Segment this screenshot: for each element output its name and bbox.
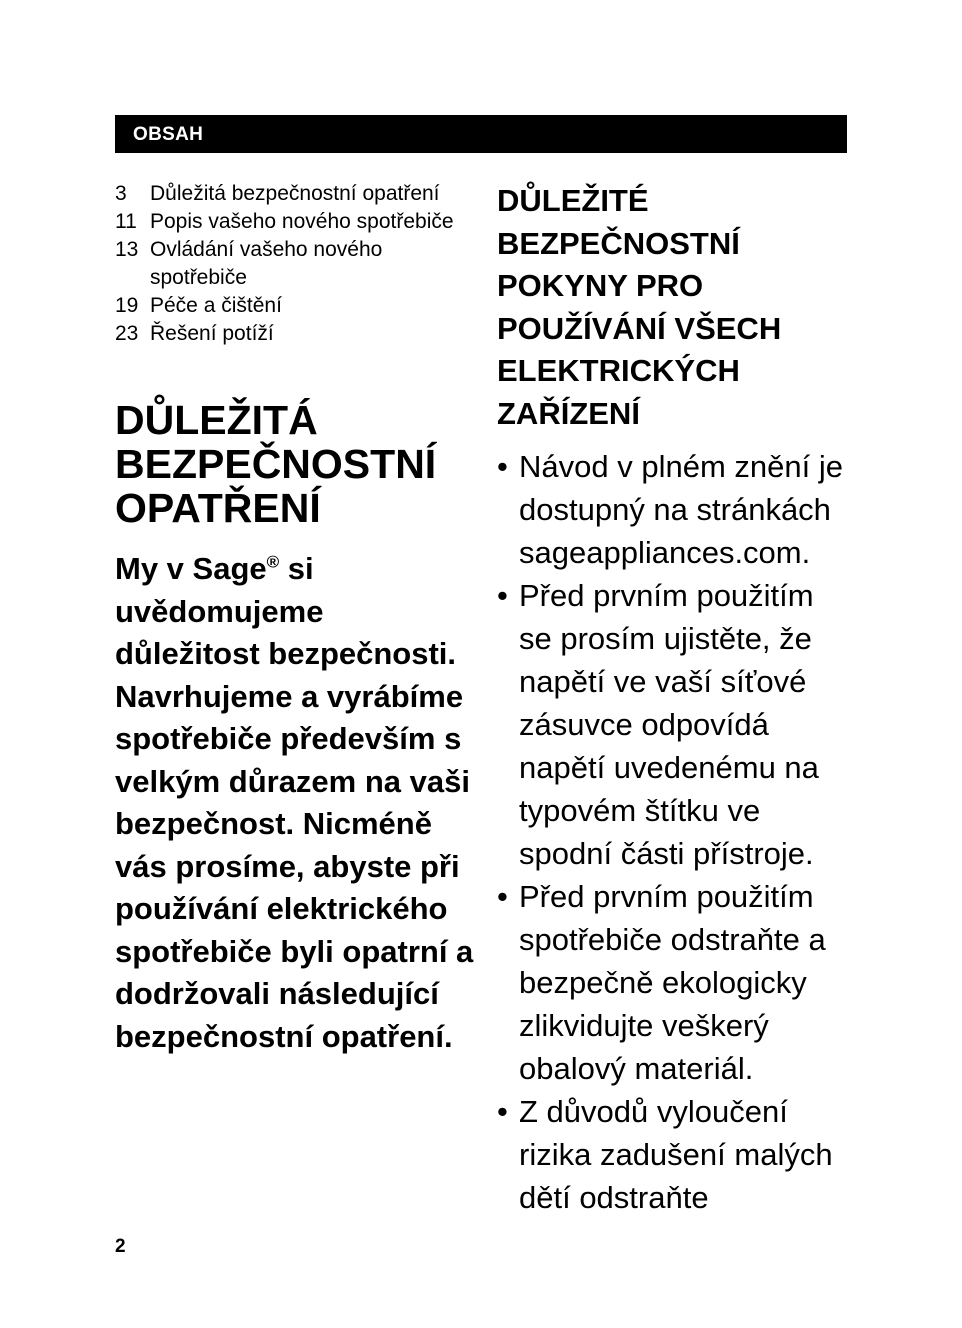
bullet-icon: •	[497, 879, 508, 914]
left-column	[115, 180, 475, 1058]
page-number: 2	[115, 1236, 126, 1257]
intro-paragraph	[115, 548, 475, 1058]
bullet-text: Návod v plném znění je dostupný na stránkách sageappliances.com.	[519, 449, 843, 570]
toc-page-number: 11	[115, 210, 137, 233]
toc-item[interactable]	[115, 236, 475, 292]
safety-instructions-heading: DŮLEŽITÉ BEZPEČNOSTNÍ POKYNY PRO POUŽÍVÁNÍ VŠECH ELEKTRICKÝCH ZAŘÍZENÍ	[497, 183, 782, 431]
toc-page-number: 13	[115, 238, 139, 261]
table-of-contents	[115, 180, 475, 348]
right-column	[497, 180, 852, 1219]
toc-item-label: Důležitá bezpečnostní opatření	[150, 182, 440, 205]
bullet-icon: •	[497, 1094, 508, 1129]
toc-item[interactable]	[115, 292, 475, 320]
bullet-icon: •	[497, 578, 508, 613]
toc-item[interactable]	[115, 320, 475, 348]
toc-item-label: Popis vašeho nového spotřebiče	[150, 210, 454, 233]
bullet-icon: •	[497, 449, 508, 484]
toc-item-label: Ovládání vašeho nového spotřebiče	[150, 238, 383, 289]
toc-page-number: 3	[115, 182, 127, 205]
list-item	[497, 445, 852, 574]
toc-item-label: Péče a čištění	[150, 294, 282, 317]
main-heading: DŮLEŽITÁ BEZPEČNOSTNÍ OPATŘENÍ	[115, 397, 437, 531]
toc-item[interactable]	[115, 208, 475, 236]
toc-item[interactable]	[115, 180, 475, 208]
intro-text-rest: si uvědomujeme důležitost bezpečnosti. Navrhujeme a vyrábíme spotřebiče především s velkým důrazem na vaši bezpečnost. Nicméně vás prosíme, abyste při používání elektrického spotřebiče byli opatrní a dodržovali následující bezpečnostní opatření.	[115, 551, 474, 1054]
section-header-bar	[115, 115, 847, 153]
list-item	[497, 574, 852, 875]
list-item	[497, 875, 852, 1090]
toc-item-label: Řešení potíží	[150, 322, 274, 345]
safety-bullet-list	[497, 445, 852, 1219]
bullet-text: Před prvním použitím se prosím ujistěte, že napětí ve vaší síťové zásuvce odpovídá napětí uvedenému na typovém štítku ve spodní části přístroje.	[519, 578, 819, 871]
registered-mark: ®	[266, 552, 280, 572]
toc-page-number: 19	[115, 294, 139, 317]
bullet-text: Z důvodů vyloučení rizika zadušení malých dětí odstraňte	[519, 1094, 833, 1215]
section-label: OBSAH	[133, 124, 204, 145]
list-item	[497, 1090, 852, 1219]
bullet-text: Před prvním použitím spotřebiče odstraňte a bezpečně ekologicky zlikvidujte veškerý obalový materiál.	[519, 879, 826, 1086]
toc-page-number: 23	[115, 322, 139, 345]
intro-text-start: My v Sage	[115, 551, 267, 586]
